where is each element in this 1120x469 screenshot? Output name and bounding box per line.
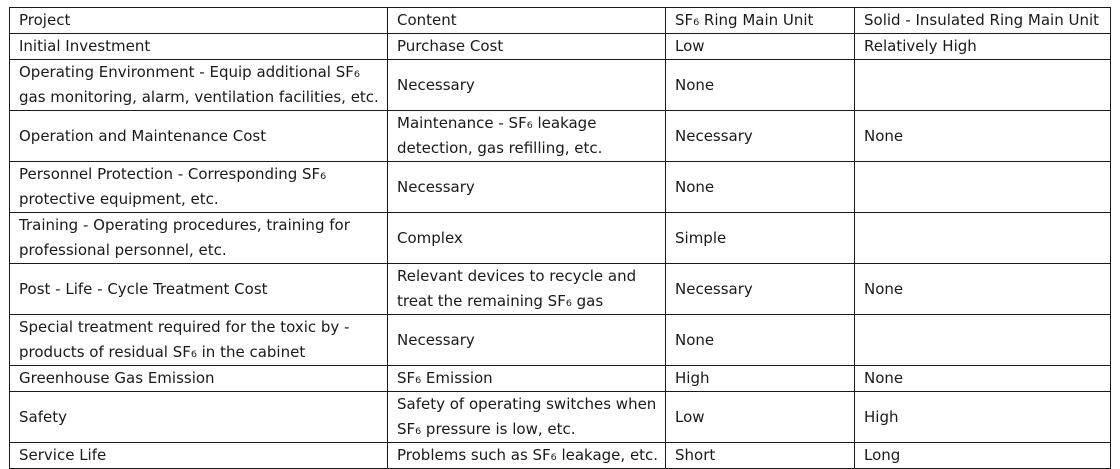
cell-content: Complex xyxy=(388,213,666,264)
cell-project: Operation and Maintenance Cost xyxy=(10,111,388,162)
table-row xyxy=(10,34,1111,60)
header-solid-insulated-ring-main-unit: Solid - Insulated Ring Main Unit xyxy=(855,8,1111,34)
cell-content: Purchase Cost xyxy=(388,34,666,60)
cell-project: Post - Life - Cycle Treatment Cost xyxy=(10,264,388,315)
cell-sf6-value: Necessary xyxy=(666,111,855,162)
cell-solid-value: None xyxy=(855,111,1111,162)
cell-project: Operating Environment - Equip additional SF₆ gas monitoring, alarm, ventilation facilities, etc. xyxy=(10,60,388,111)
cell-project: Personnel Protection - Corresponding SF₆ protective equipment, etc. xyxy=(10,162,388,213)
cell-content: Necessary xyxy=(388,162,666,213)
header-project: Project xyxy=(10,8,388,34)
cell-sf6-value: Low xyxy=(666,34,855,60)
cell-sf6-value: None xyxy=(666,315,855,366)
cell-solid-value: None xyxy=(855,264,1111,315)
table-row xyxy=(10,366,1111,392)
table-header-row xyxy=(10,8,1111,34)
cell-solid-value xyxy=(855,162,1111,213)
cell-content: Maintenance - SF₆ leakage detection, gas refilling, etc. xyxy=(388,111,666,162)
cell-solid-value xyxy=(855,213,1111,264)
cell-content: Necessary xyxy=(388,60,666,111)
table-row xyxy=(10,60,1111,111)
comparison-sheet xyxy=(9,7,1111,469)
table-row xyxy=(10,162,1111,213)
cell-project: Safety xyxy=(10,392,388,443)
cell-project: Greenhouse Gas Emission xyxy=(10,366,388,392)
comparison-table xyxy=(9,7,1111,469)
cell-solid-value xyxy=(855,60,1111,111)
table-row xyxy=(10,315,1111,366)
cell-project: Special treatment required for the toxic by - products of residual SF₆ in the cabinet xyxy=(10,315,388,366)
cell-content: Safety of operating switches when SF₆ pressure is low, etc. xyxy=(388,392,666,443)
header-content: Content xyxy=(388,8,666,34)
table-row xyxy=(10,213,1111,264)
cell-sf6-value: Low xyxy=(666,392,855,443)
cell-sf6-value: None xyxy=(666,162,855,213)
cell-solid-value xyxy=(855,315,1111,366)
cell-content: Necessary xyxy=(388,315,666,366)
cell-project: Training - Operating procedures, training for professional personnel, etc. xyxy=(10,213,388,264)
cell-sf6-value: Simple xyxy=(666,213,855,264)
cell-solid-value: High xyxy=(855,392,1111,443)
cell-sf6-value: Short xyxy=(666,443,855,469)
cell-sf6-value: High xyxy=(666,366,855,392)
cell-solid-value: Long xyxy=(855,443,1111,469)
cell-project: Service Life xyxy=(10,443,388,469)
cell-sf6-value: None xyxy=(666,60,855,111)
header-sf6-ring-main-unit: SF₆ Ring Main Unit xyxy=(666,8,855,34)
cell-solid-value: Relatively High xyxy=(855,34,1111,60)
cell-sf6-value: Necessary xyxy=(666,264,855,315)
cell-solid-value: None xyxy=(855,366,1111,392)
cell-content: Problems such as SF₆ leakage, etc. xyxy=(388,443,666,469)
table-row xyxy=(10,264,1111,315)
cell-content: SF₆ Emission xyxy=(388,366,666,392)
table-row xyxy=(10,111,1111,162)
cell-project: Initial Investment xyxy=(10,34,388,60)
cell-content: Relevant devices to recycle and treat the remaining SF₆ gas xyxy=(388,264,666,315)
table-row xyxy=(10,392,1111,443)
